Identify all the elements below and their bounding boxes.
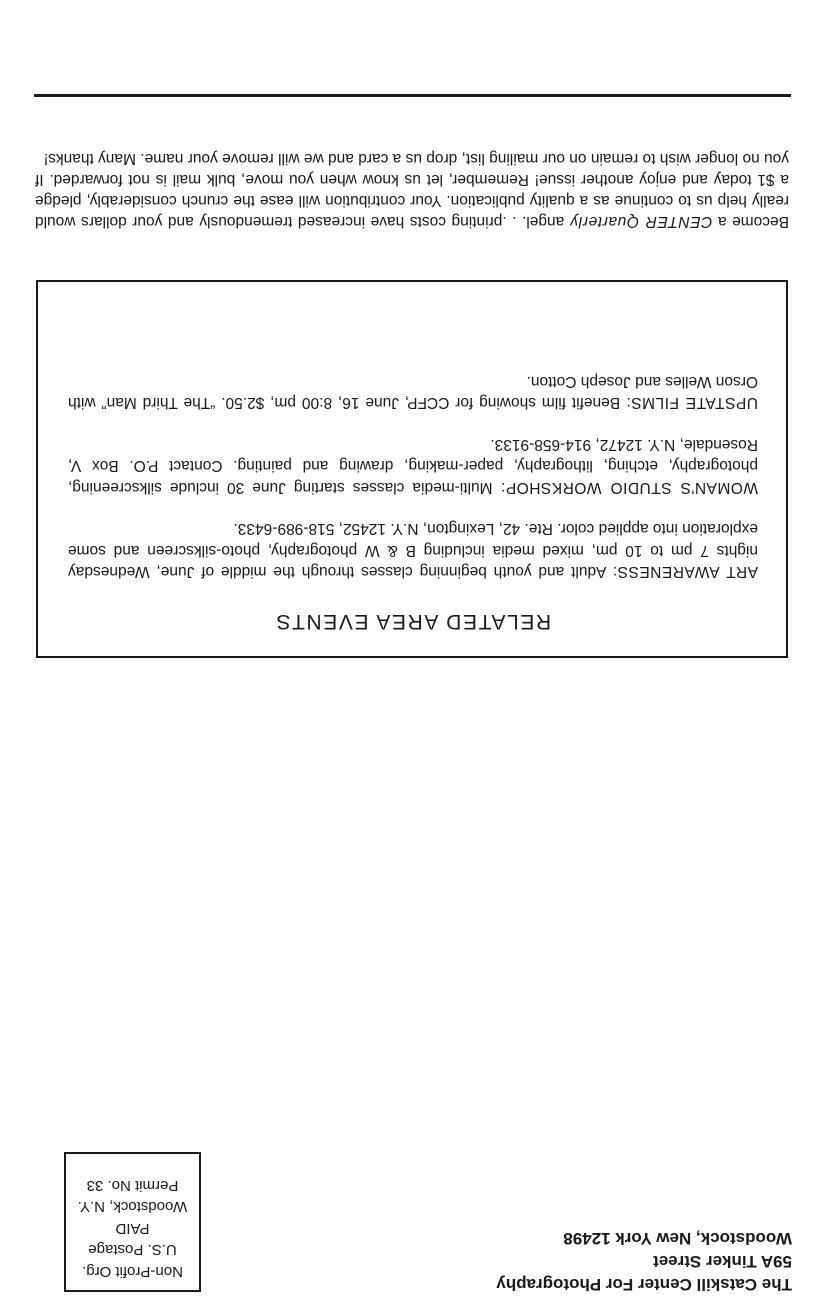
permit-location: Woodstock, N.Y.: [77, 1198, 188, 1216]
permit-org-type: Non-Profit Org.: [82, 1263, 183, 1280]
event-details: Benefit film showing for CCFP, June 16, 8:00 pm, $2.50. “The Third Man” with Orson Welles and Joseph Cotton.: [68, 373, 758, 412]
event-name: WOMAN'S STUDIO WORKSHOP:: [500, 479, 758, 496]
appeal-prefix: Become a: [717, 213, 789, 230]
event-name: UPSTATE FILMS:: [626, 394, 758, 412]
return-address-city: Woodstock, New York 12498: [563, 1229, 792, 1248]
event-womans-studio-workshop: [68, 434, 758, 499]
donation-appeal-paragraph: [35, 148, 789, 232]
appeal-publication-name: CENTER Quarterly: [569, 213, 713, 230]
event-upstate-films: [68, 371, 758, 414]
return-address: [432, 1227, 792, 1296]
return-address-org: The Catskill Center For Photography: [496, 1275, 792, 1294]
appeal-text: angel. . .printing costs have increased tremendously and your dollars would really help us to continue as a quality publication. Your contribution will ease the crunch considerably, pledge a $1 today and enjoy another issue! Remember, let us know when you move, bulk mail is not forwarded. If you no longer wish to remain on our mailing list, drop us a card and we will remove your name. Many thanks!: [34, 150, 789, 230]
return-address-street: 59A Tinker Street: [653, 1252, 792, 1271]
permit-number: Permit No. 33: [86, 1177, 179, 1194]
event-art-awareness: [68, 518, 758, 583]
permit-paid: PAID: [115, 1220, 150, 1237]
permit-postage: U.S. Postage: [88, 1241, 177, 1259]
event-name: ART AWARENESS:: [612, 563, 758, 581]
events-title: RELATED AREA EVENTS: [274, 610, 552, 633]
event-details: Adult and youth beginning classes through the middle of June, Wednesday nights 7 pm to 10 pm, mixed media including B & W photography, photo-silkscreen and some exploration into applied color. Rte. 42, Lexington, N.Y. 12452, 518-989-6433.: [68, 520, 758, 581]
related-events-box: [36, 280, 788, 658]
divider-rule: [34, 94, 791, 97]
postage-permit-box: [64, 1152, 201, 1292]
event-details: Multi-media classes starting June 30 include silkscreening, photography, etching, lithography, paper-making, drawing and painting. Contact P.O. Box V, Rosendale, N.Y. 12472, 914-658-9133.: [68, 436, 758, 496]
